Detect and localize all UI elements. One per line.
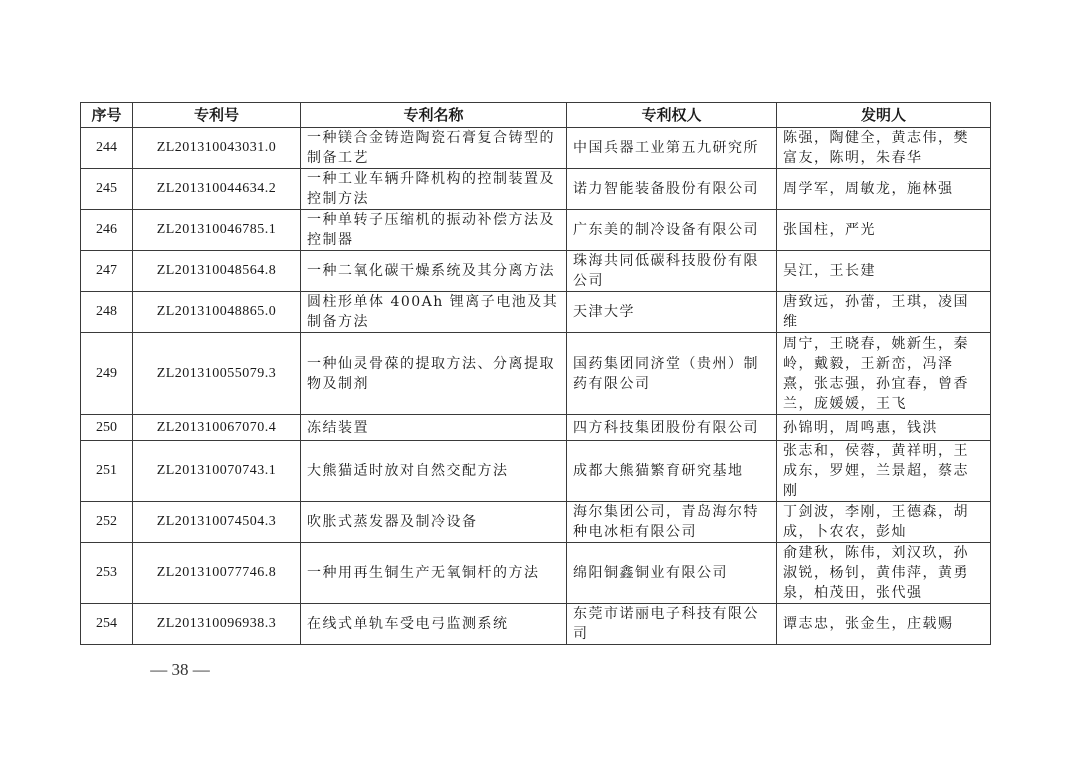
patent-table <box>80 102 991 645</box>
column-header-inventors: 发明人 <box>777 103 991 128</box>
patent-number-cell: ZL201310046785.1 <box>133 210 301 251</box>
table-row <box>81 415 991 441</box>
inventors-cell: 谭志忠，张金生，庄载赐 <box>777 604 991 645</box>
inventors-cell: 唐致远，孙蕾，王琪，凌国维 <box>777 292 991 333</box>
patent-number-cell: ZL201310067070.4 <box>133 415 301 441</box>
inventors-cell: 丁剑波，李刚，王德森，胡成，卜农农，彭灿 <box>777 502 991 543</box>
inventors-cell: 陈强，陶健全，黄志伟，樊富友，陈明，朱春华 <box>777 128 991 169</box>
table-row <box>81 251 991 292</box>
table-row <box>81 441 991 502</box>
patentee-cell: 成都大熊猫繁育研究基地 <box>567 441 777 502</box>
seq-cell: 248 <box>81 292 133 333</box>
patent-name-cell: 一种单转子压缩机的振动补偿方法及控制器 <box>301 210 567 251</box>
seq-cell: 246 <box>81 210 133 251</box>
patent-number-cell: ZL201310055079.3 <box>133 333 301 415</box>
patentee-cell: 诺力智能装备股份有限公司 <box>567 169 777 210</box>
patent-number-cell: ZL201310048564.8 <box>133 251 301 292</box>
inventors-cell: 孙锦明，周鸣惠，钱洪 <box>777 415 991 441</box>
seq-cell: 247 <box>81 251 133 292</box>
patent-name-cell: 吹胀式蒸发器及制冷设备 <box>301 502 567 543</box>
seq-cell: 251 <box>81 441 133 502</box>
seq-cell: 245 <box>81 169 133 210</box>
table-row <box>81 333 991 415</box>
patent-number-cell: ZL201310070743.1 <box>133 441 301 502</box>
patent-name-cell: 在线式单轨车受电弓监测系统 <box>301 604 567 645</box>
table-row <box>81 543 991 604</box>
table-row <box>81 169 991 210</box>
patentee-cell: 绵阳铜鑫铜业有限公司 <box>567 543 777 604</box>
table-row <box>81 128 991 169</box>
patent-name-cell: 圆柱形单体 400Ah 锂离子电池及其制备方法 <box>301 292 567 333</box>
patent-name-cell: 一种镁合金铸造陶瓷石膏复合铸型的制备工艺 <box>301 128 567 169</box>
patent-name-cell: 一种工业车辆升降机构的控制装置及控制方法 <box>301 169 567 210</box>
table-row <box>81 210 991 251</box>
seq-cell: 252 <box>81 502 133 543</box>
inventors-cell: 张国柱，严光 <box>777 210 991 251</box>
inventors-cell: 周宁，王晓春，姚新生，秦岭，戴毅，王新峦，冯泽熹，张志强，孙宜春，曾香兰，庞媛媛，王飞 <box>777 333 991 415</box>
patent-name-cell: 一种用再生铜生产无氧铜杆的方法 <box>301 543 567 604</box>
seq-cell: 253 <box>81 543 133 604</box>
seq-cell: 244 <box>81 128 133 169</box>
patentee-cell: 珠海共同低碳科技股份有限公司 <box>567 251 777 292</box>
page-number: — 38 — <box>150 660 210 679</box>
patentee-cell: 中国兵器工业第五九研究所 <box>567 128 777 169</box>
patentee-cell: 海尔集团公司，青岛海尔特种电冰柜有限公司 <box>567 502 777 543</box>
table-row <box>81 604 991 645</box>
table-header-row <box>81 103 991 128</box>
patent-name-cell: 冻结装置 <box>301 415 567 441</box>
patent-number-cell: ZL201310048865.0 <box>133 292 301 333</box>
patentee-cell: 广东美的制冷设备有限公司 <box>567 210 777 251</box>
inventors-cell: 俞建秋，陈伟，刘汉玖，孙淑锐，杨钊，黄伟萍，黄勇泉，柏茂田，张代强 <box>777 543 991 604</box>
patentee-cell: 四方科技集团股份有限公司 <box>567 415 777 441</box>
patent-name-cell: 大熊猫适时放对自然交配方法 <box>301 441 567 502</box>
table-row <box>81 502 991 543</box>
inventors-cell: 张志和，侯蓉，黄祥明，王成东，罗娌，兰景超，蔡志刚 <box>777 441 991 502</box>
patent-number-cell: ZL201310077746.8 <box>133 543 301 604</box>
patent-number-cell: ZL201310044634.2 <box>133 169 301 210</box>
seq-cell: 250 <box>81 415 133 441</box>
column-header-seq: 序号 <box>81 103 133 128</box>
patent-number-cell: ZL201310096938.3 <box>133 604 301 645</box>
column-header-patent-number: 专利号 <box>133 103 301 128</box>
patent-name-cell: 一种二氧化碳干燥系统及其分离方法 <box>301 251 567 292</box>
patentee-cell: 天津大学 <box>567 292 777 333</box>
patentee-cell: 东莞市诺丽电子科技有限公司 <box>567 604 777 645</box>
seq-cell: 249 <box>81 333 133 415</box>
column-header-patent-name: 专利名称 <box>301 103 567 128</box>
patent-number-cell: ZL201310043031.0 <box>133 128 301 169</box>
column-header-patentee: 专利权人 <box>567 103 777 128</box>
patentee-cell: 国药集团同济堂（贵州）制药有限公司 <box>567 333 777 415</box>
patent-name-cell: 一种仙灵骨葆的提取方法、分离提取物及制剂 <box>301 333 567 415</box>
seq-cell: 254 <box>81 604 133 645</box>
table-row <box>81 292 991 333</box>
inventors-cell: 周学军，周敏龙，施林强 <box>777 169 991 210</box>
patent-number-cell: ZL201310074504.3 <box>133 502 301 543</box>
inventors-cell: 吴江，王长建 <box>777 251 991 292</box>
